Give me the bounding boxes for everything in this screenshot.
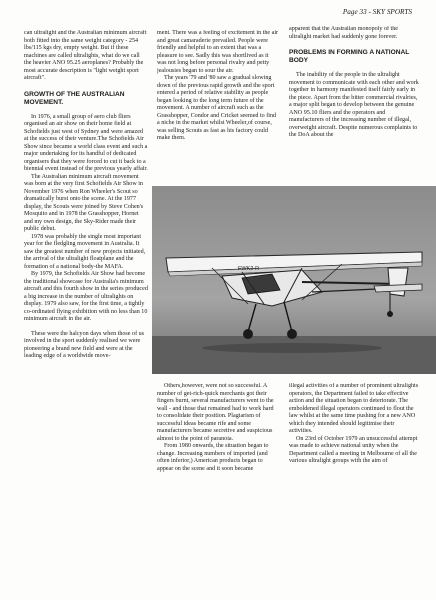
paragraph: These were the halcyon days when those of us involved in the sport suddenly realised we were pioneering a brand new field and were at the leading edge of a worldwide move- [24,330,145,359]
paragraph: The Australian minimum aircraft movement was born at the very first Schofields Air Show in November 1976 when Ron Wheeler's Scout so dramatically burst onto the scene. At the 1977 display, the Scouts were joined by Steve Cohen's Mosquito and in 1978 the Grasshopper, Hornet and my own design, the Sky-Rider made their public debut. [24,173,144,232]
paragraph: illegal activities of a number of prominent ultralights operators, the Department failed to take effective action and the situation began to deteriorate. The emboldened illegal operators continued to flout the law whilst at the same time pushing for a new ANO which they intended should legitimise their activities. [289,383,419,434]
column-middle-top [157,30,279,180]
ultralight-aircraft-photo [152,186,436,374]
section-heading-national-body: PROBLEMS IN FORMING A NATIONAL BODY [289,49,410,64]
paragraph: The years '79 and '80 saw a gradual slowing down of the previous rapid growth and the sport entered a period of relative stability as people began looking to the long term future of the movement. A number of aircraft such as the Grasshopper, Condor and Cricket seemed to find a niche in the market whilst Wheeler,of course, was selling Scouts as fast as his factory could make them. [157,75,277,141]
paragraph: From 1980 onwards, the situation began to change. Increasing numbers of imported (and often inferior,) American products began to appear on the scene and it soon became [157,443,269,472]
aircraft-registration: FWK2-R [238,266,260,272]
paragraph: can ultralight and the Australian minimum aircraft both fitted into the same weight category - 254 lbs/115 kgs dry, empty weight. But if these machines are called ultralights, what do we call the heavier ANO 95.25 aeroplanes? Probably the most accurate description is "light weight sport aircraft". [24,30,147,81]
column-left [24,30,148,588]
paragraph: Others,however, were not so successful. A number of get-rich-quick merchants got their fingers burnt, several manufacturers went to the wall - and those that remained had to work hard to consolidate their position. Plagiarism of successful ideas became rife and some manufacturers became secretive and suspicious almost to the point of paranoia. [157,383,274,442]
paragraph: 1978 was probably the single most important year for the fledgling movement in Australia. It saw the greatest number of new projects initiated, the arrival of the ultralight floatplane and the formation of a national body-the MAFA. [24,233,146,270]
column-right-top [289,26,419,186]
paragraph: On 23rd of October 1979 an unsuccessful attempt was made to achieve national unity when the Department called a meeting in Melbourne of all the various ultralight groups with the aim of [289,435,418,464]
aircraft-illustration [152,186,436,374]
section-heading-growth: GROWTH OF THE AUSTRALIAN MOVEMENT. [24,90,125,106]
column-right-bottom [289,383,419,593]
column-middle-bottom [157,383,279,593]
paragraph: By 1979, the Schofields Air Show had become the traditional showcase for Australia's minimum aircraft and this fourth show in the series produced a big increase in the number of ultralights on display. 1979 also saw, for the first time, a tightly co-ordinated flying exhibition with no less than 10 minimum aircraft in the air. [24,271,148,322]
paragraph: The inability of the people in the ultralight movement to communicate with each other and work together in harmony manifested itself fairly early in the piece. Apart from the bitter commercial rivalries, a major split began to develop between the genuine ANO 95.10 fliers and the operators and manufacturers of the increasing number of illegal, overweight aircraft. Despite numerous complaints to the DoA about the [289,72,419,138]
paragraph: In 1976, a small group of aero club fliers organised an air show on their home field at Schofields just west of Sydney and were amazed at the success of their venture.The Schofields Air Show since became a world class event and such a major undertaking for its handful of dedicated organisers that they were forced to cut it back to a biennial event instead of the previous yearly affair. [24,113,148,172]
page-header: Page 33 - SKY SPORTS [342,8,412,16]
paragraph: ment. There was a feeling of excitement in the air and great camaraderie prevailed. People were friendly and helpful to an extent that was a pleasure to see. Sadly this was shortlived as it was not long before personal rivalry and petty jealousies began to sour the air. [157,30,279,74]
paragraph: apparent that the Australian monopoly of the ultralight market had suddenly gone forever. [289,26,398,40]
